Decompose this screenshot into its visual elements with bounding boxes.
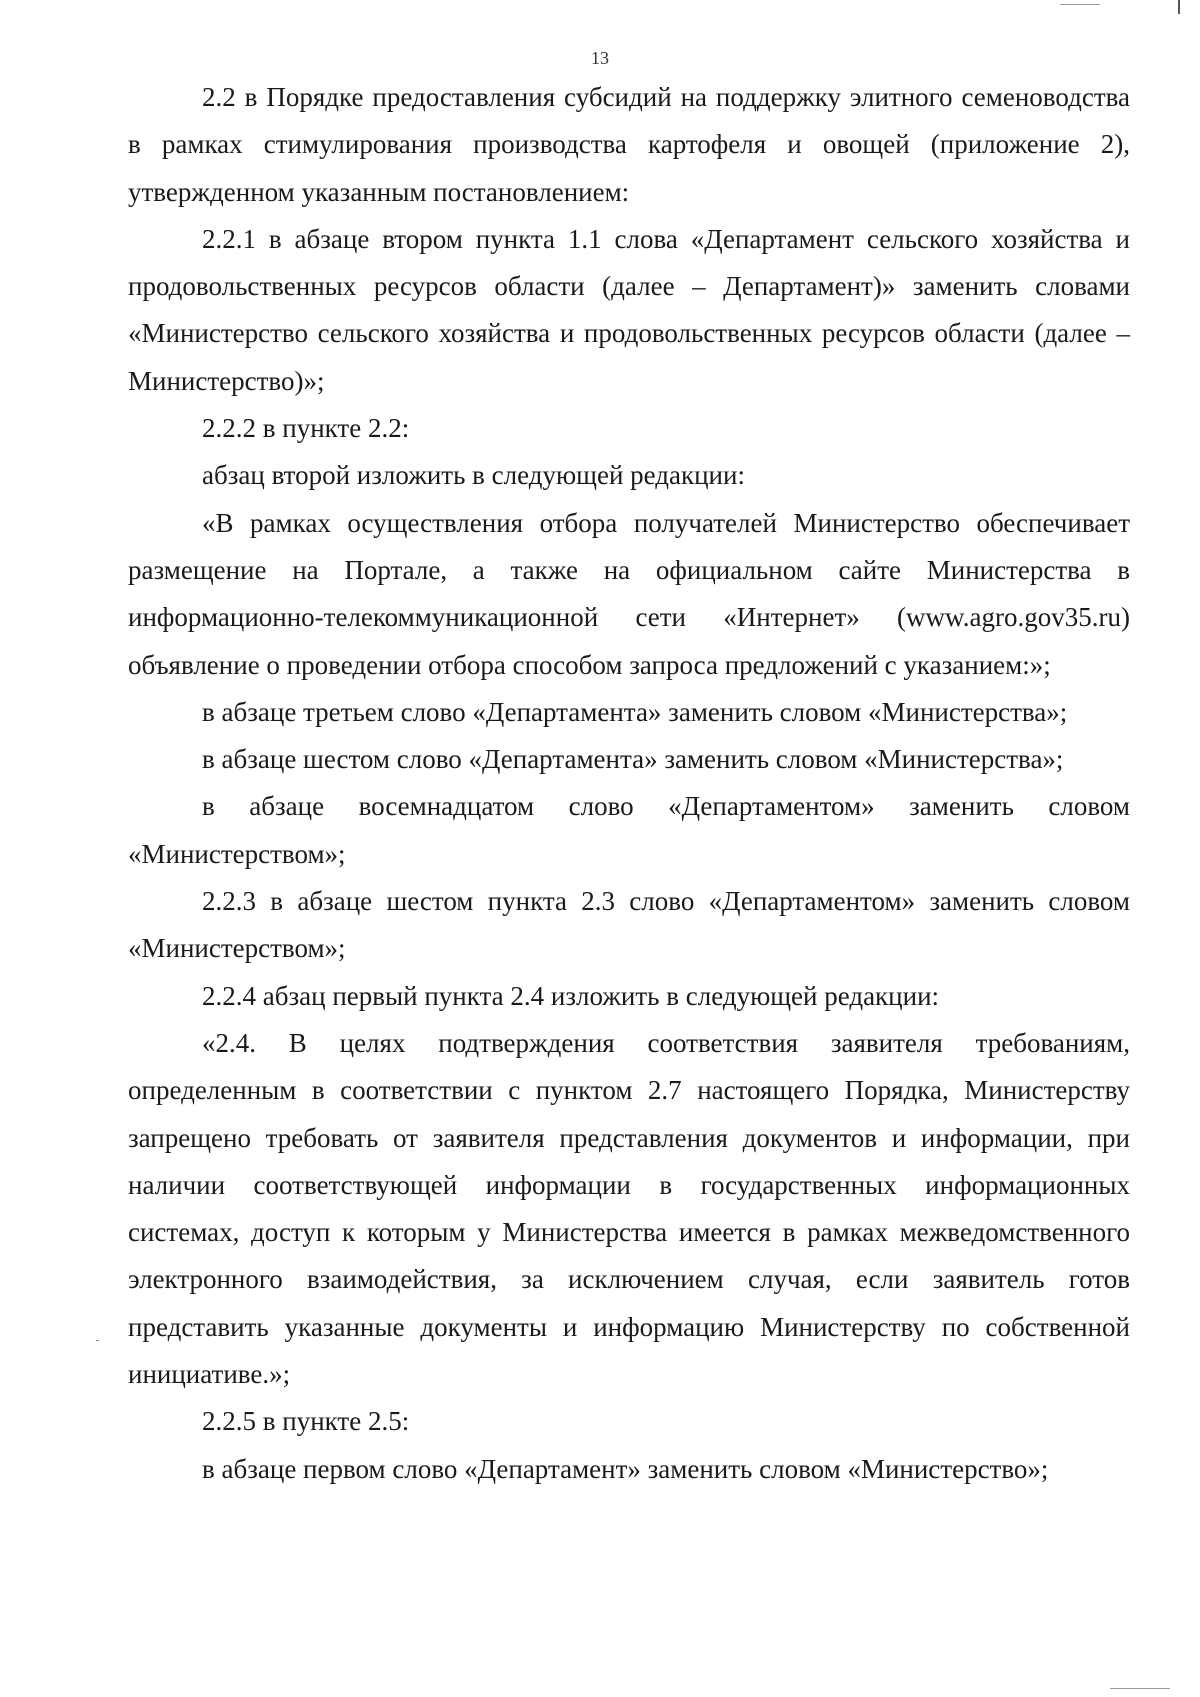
page-number: 13: [591, 48, 609, 68]
paragraph: 2.2.4 абзац первый пункта 2.4 изложить в следующей редакции:: [202, 980, 940, 1011]
paragraph: «2.4. В целях подтверждения соответствия заявителя требованиям, определенным в соответствии с пунктом 2.7 настоящего Порядка, Министерству запрещено требовать от заявителя представления документов и информации, при наличии соответствующей информации в государственных информационных системах, доступ к которым у Министерства имеется в рамках межведомственного электронного взаимодействия, за исключением случая, если заявитель готов представить указанные документы и информацию Министерству по собственной инициативе.»;: [128, 1027, 1130, 1390]
paragraph: 2.2.1 в абзаце втором пункта 1.1 слова «Департамент сельского хозяйства и продовольственных ресурсов области (далее – Департамент)» заменить словами «Министерство сельского хозяйства и продовольственных ресурсов области (далее – Министерство)»;: [128, 223, 1130, 396]
scan-mark: [1060, 4, 1100, 5]
paragraph: в абзаце третьем слово «Департамента» заменить словом «Министерства»;: [202, 696, 1068, 727]
paragraph: в абзаце восемнадцатом слово «Департаментом» заменить словом «Министерством»;: [128, 791, 1130, 869]
scan-mark: [1110, 1688, 1170, 1689]
paragraph: в абзаце первом слово «Департамент» заменить словом «Министерство»;: [202, 1453, 1049, 1484]
paragraph: «В рамках осуществления отбора получателей Министерство обеспечивает размещение на Портале, а также на официальном сайте Министерства в информационно-телекоммуникационной сети «Интернет» (www.agro.gov35.ru) объявление о проведении отбора способом запроса предложений с указанием:»;: [128, 507, 1130, 680]
paragraph: в абзаце шестом слово «Департамента» заменить словом «Министерства»;: [202, 744, 1064, 775]
paragraph: абзац второй изложить в следующей редакции:: [202, 460, 745, 491]
scan-mark: [96, 1340, 99, 1341]
document-body: [128, 74, 1130, 1493]
paragraph: 2.2.3 в абзаце шестом пункта 2.3 слово «Департаментом» заменить словом «Министерством»;: [128, 886, 1130, 964]
paragraph: 2.2 в Порядке предоставления субсидий на поддержку элитного семеноводства в рамках стимулирования производства картофеля и овощей (приложение 2), утвержденном указанным постановлением:: [128, 82, 1130, 207]
paragraph: 2.2.2 в пункте 2.2:: [202, 413, 410, 444]
paragraph: 2.2.5 в пункте 2.5:: [202, 1406, 410, 1437]
scan-mark: [1178, 0, 1180, 14]
